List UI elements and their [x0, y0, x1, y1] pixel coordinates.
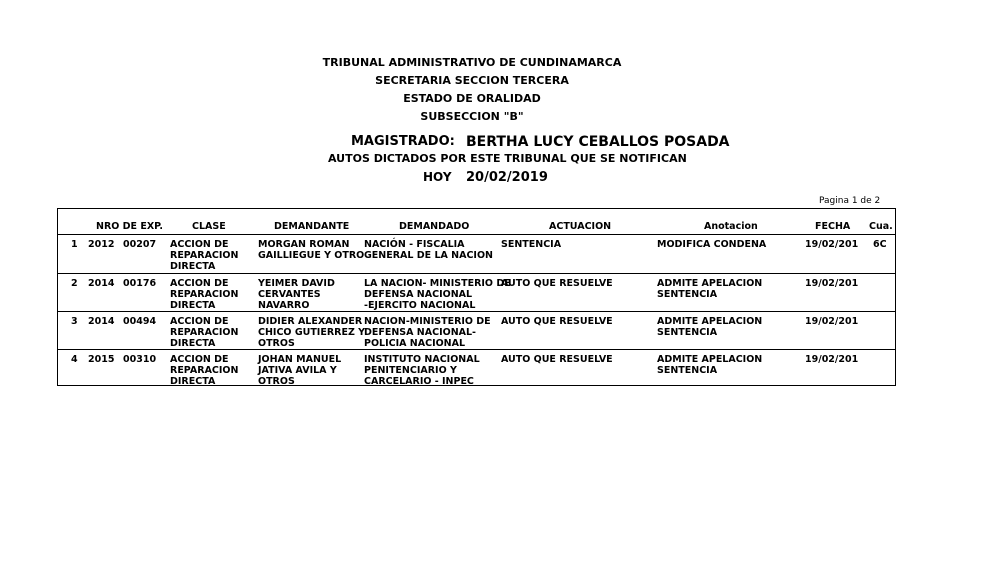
row-number: 4: [71, 354, 78, 365]
row-demandado: NACION-MINISTERIO DE DEFENSA NACIONAL- POLICIA NACIONAL: [364, 316, 491, 349]
row-year: 2014: [88, 316, 115, 327]
row-demandado: INSTITUTO NACIONAL PENITENCIARIO Y CARCELARIO - INPEC: [364, 354, 480, 387]
magistrado-name: BERTHA LUCY CEBALLOS POSADA: [466, 134, 730, 150]
row-actuacion: SENTENCIA: [501, 239, 562, 250]
magistrado-label: MAGISTRADO:: [351, 134, 455, 149]
row-demandado: NACIÓN - FISCALIA GENERAL DE LA NACION: [364, 239, 493, 261]
row-divider: [58, 311, 895, 312]
hoy-label: HOY: [423, 170, 452, 184]
row-fecha: 19/02/201: [805, 278, 859, 289]
row-anotacion: ADMITE APELACION SENTENCIA: [657, 278, 763, 300]
row-exp: 00494: [123, 316, 157, 327]
row-number: 3: [71, 316, 78, 327]
row-fecha: 19/02/201: [805, 316, 859, 327]
secretaria-title: SECRETARIA SECCION TERCERA: [375, 74, 569, 87]
row-actuacion: AUTO QUE RESUELVE: [501, 354, 613, 365]
notifications-table: [57, 208, 896, 386]
row-number: 1: [71, 239, 78, 250]
row-actuacion: AUTO QUE RESUELVE: [501, 278, 613, 289]
col-cua: Cua.: [869, 221, 893, 232]
row-exp: 00176: [123, 278, 157, 289]
row-number: 2: [71, 278, 78, 289]
row-anotacion: ADMITE APELACION SENTENCIA: [657, 316, 763, 338]
row-exp: 00207: [123, 239, 157, 250]
row-clase: ACCION DE REPARACION DIRECTA: [170, 354, 239, 387]
col-clase: CLASE: [192, 221, 226, 232]
autos-subtitle: AUTOS DICTADOS POR ESTE TRIBUNAL QUE SE NOTIFICAN: [328, 152, 687, 165]
col-demandado: DEMANDADO: [399, 221, 470, 232]
subseccion-title: SUBSECCION "B": [420, 110, 524, 123]
row-cua: 6C: [873, 239, 887, 250]
row-anotacion: MODIFICA CONDENA: [657, 239, 767, 250]
row-demandante: DIDIER ALEXANDER CHICO GUTIERREZ Y OTROS: [258, 316, 366, 349]
hoy-date: 20/02/2019: [466, 170, 548, 185]
page-indicator: Pagina 1 de 2: [819, 196, 881, 206]
row-fecha: 19/02/201: [805, 239, 859, 250]
col-anotacion: Anotacion: [704, 221, 758, 232]
row-actuacion: AUTO QUE RESUELVE: [501, 316, 613, 327]
row-year: 2015: [88, 354, 115, 365]
col-fecha: FECHA: [815, 221, 851, 232]
col-demandante: DEMANDANTE: [274, 221, 350, 232]
row-anotacion: ADMITE APELACION SENTENCIA: [657, 354, 763, 376]
row-year: 2014: [88, 278, 115, 289]
row-clase: ACCION DE REPARACION DIRECTA: [170, 239, 239, 272]
court-name: TRIBUNAL ADMINISTRATIVO DE CUNDINAMARCA: [322, 56, 622, 69]
row-exp: 00310: [123, 354, 157, 365]
row-year: 2012: [88, 239, 115, 250]
row-demandante: MORGAN ROMAN GAILLIEGUE Y OTRO: [258, 239, 365, 261]
row-divider: [58, 349, 895, 350]
header-divider: [58, 234, 895, 235]
row-demandante: YEIMER DAVID CERVANTES NAVARRO: [258, 278, 335, 311]
col-nro-exp: NRO DE EXP.: [96, 221, 163, 232]
col-actuacion: ACTUACION: [549, 221, 612, 232]
row-demandado: LA NACION- MINISTERIO DE DEFENSA NACIONAL -EJERCITO NACIONAL: [364, 278, 511, 311]
row-divider: [58, 273, 895, 274]
row-clase: ACCION DE REPARACION DIRECTA: [170, 278, 239, 311]
row-fecha: 19/02/201: [805, 354, 859, 365]
row-clase: ACCION DE REPARACION DIRECTA: [170, 316, 239, 349]
row-demandante: JOHAN MANUEL JATIVA AVILA Y OTROS: [258, 354, 342, 387]
estado-title: ESTADO DE ORALIDAD: [403, 92, 541, 105]
